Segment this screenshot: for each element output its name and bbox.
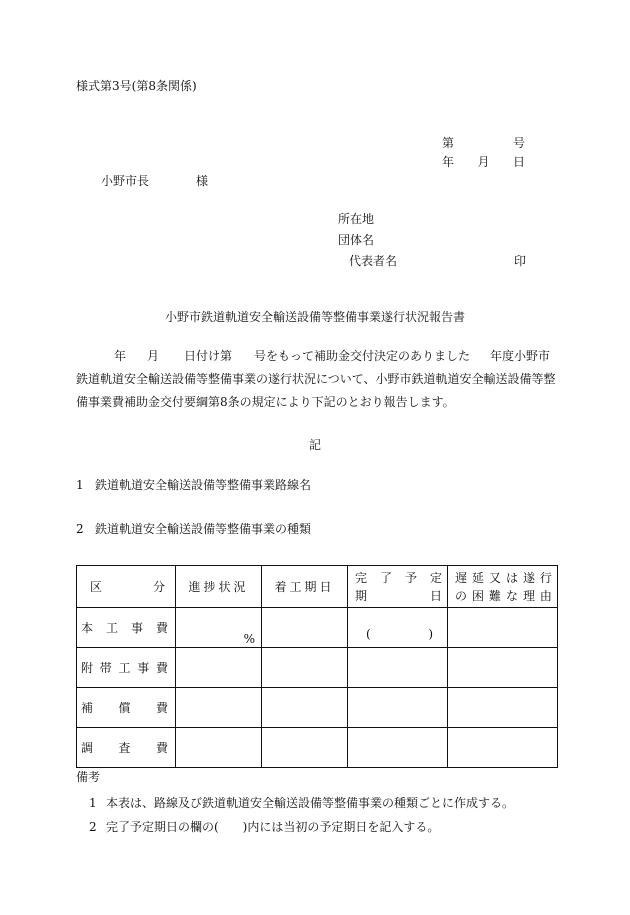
delay-reason-cell[interactable]	[448, 648, 558, 688]
body-line2: 鉄道軌道安全輸送設備等整備事業の遂行状況について、小野市鉄道軌道安全輸送設備等整	[76, 372, 556, 386]
note1-text: 本表は、路線及び鉄道軌道安全輸送設備等整備事業の種類ごとに作成する。	[106, 796, 515, 810]
body-line1-month: 月	[147, 349, 160, 363]
completion-date-cell[interactable]	[348, 648, 448, 688]
table-row	[77, 608, 558, 648]
progress-cell[interactable]	[176, 608, 262, 648]
address-label: 所在地	[338, 212, 375, 226]
paren-open: (	[366, 626, 371, 641]
start-date-cell[interactable]	[262, 648, 348, 688]
addressee-honorific: 様	[196, 174, 209, 188]
note1-number: 1	[89, 796, 97, 810]
table-header-row	[77, 566, 558, 608]
addressee-name: 小野市長	[101, 174, 150, 188]
number-prefix: 第	[442, 136, 455, 150]
row-survey: 調 査 費	[77, 728, 176, 768]
completion-date-cell[interactable]	[348, 608, 448, 648]
completion-date-cell[interactable]	[348, 688, 448, 728]
seal-mark: 印	[514, 254, 527, 268]
completion-date-cell[interactable]	[348, 728, 448, 768]
delay-reason-cell[interactable]	[448, 608, 558, 648]
row-ancillary-construction: 附 帯 工 事 費	[77, 648, 176, 688]
start-date-cell[interactable]	[262, 608, 348, 648]
header-start-date: 着工期日	[262, 566, 348, 608]
delay-reason-cell[interactable]	[448, 728, 558, 768]
table-row	[77, 648, 558, 688]
date-day: 日	[512, 155, 525, 169]
delay-reason-cell[interactable]	[448, 688, 558, 728]
item2-number: 2	[76, 522, 84, 536]
body-line1-year: 年	[114, 349, 127, 363]
header-category: 区 分	[77, 566, 176, 608]
date-year: 年	[442, 155, 455, 169]
date-month: 月	[477, 155, 490, 169]
ki-heading: 記	[309, 438, 322, 452]
status-table	[76, 565, 558, 768]
table-row	[77, 688, 558, 728]
start-date-cell[interactable]	[262, 728, 348, 768]
body-line1-decision: 号をもって補助金交付決定のありました	[254, 349, 471, 363]
notes-label: 備考	[76, 770, 101, 784]
note2-number: 2	[89, 820, 97, 834]
organization-label: 団体名	[338, 233, 375, 247]
note2-text: 完了予定期日の欄の( )内には当初の予定期日を記入する。	[106, 820, 440, 834]
item1-route-name: 鉄道軌道安全輸送設備等整備事業路線名	[95, 478, 312, 492]
header-progress: 進捗状況	[176, 566, 262, 608]
header-delay-reason: 遅 延 又 は 遂 行 の 困 難 な 理 由	[448, 566, 558, 608]
start-date-cell[interactable]	[262, 688, 348, 728]
row-main-construction: 本 工 事 費	[77, 608, 176, 648]
form-id: 様式第3号(第8条関係)	[76, 79, 197, 93]
number-suffix: 号	[512, 136, 525, 150]
header-completion-date: 完 了 予 定 期 日	[348, 566, 448, 608]
body-line3: 備事業費補助金交付要綱第8条の規定により下記のとおり報告します。	[76, 395, 455, 409]
body-line1-fiscal: 年度小野市	[490, 349, 551, 363]
item2-project-type: 鉄道軌道安全輸送設備等整備事業の種類	[95, 522, 312, 536]
document-number	[442, 137, 525, 149]
progress-cell[interactable]	[176, 728, 262, 768]
progress-cell[interactable]	[176, 688, 262, 728]
percent-sign: %	[243, 631, 255, 646]
table-row	[77, 728, 558, 768]
row-compensation: 補 償 費	[77, 688, 176, 728]
paren-close: )	[428, 626, 433, 641]
progress-cell[interactable]	[176, 648, 262, 688]
report-title: 小野市鉄道軌道安全輸送設備等整備事業遂行状況報告書	[164, 310, 465, 324]
item1-number: 1	[76, 478, 84, 492]
body-line1-day-no: 日付け第	[184, 349, 233, 363]
document-date	[442, 156, 525, 168]
representative-label: 代表者名	[349, 254, 398, 268]
